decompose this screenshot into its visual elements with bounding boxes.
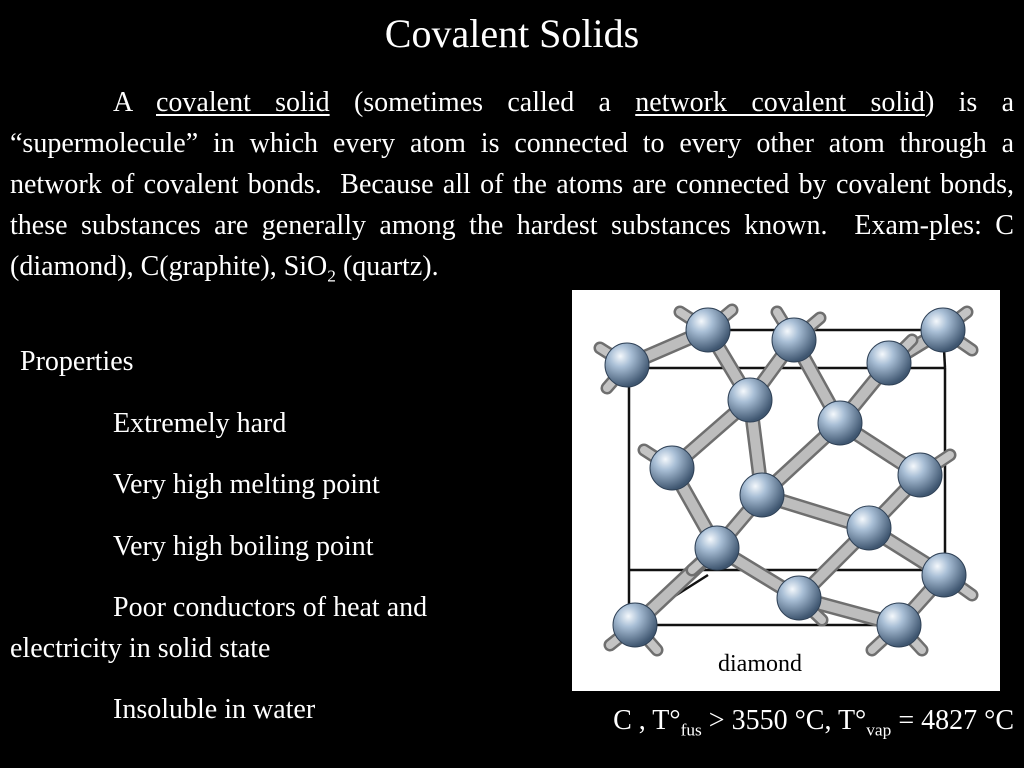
- property-item: Insoluble in water: [113, 694, 316, 725]
- intro-paragraph: [10, 82, 1014, 287]
- carbon-atom: [686, 308, 730, 352]
- intro-text-4: (quartz).: [335, 251, 439, 282]
- carbon-atom: [613, 603, 657, 647]
- carbon-atom: [772, 318, 816, 362]
- fusion-subscript: fus: [680, 720, 702, 740]
- carbon-atom: [728, 378, 772, 422]
- formula-tail: = 4827 °C: [891, 705, 1014, 736]
- carbon-atom: [922, 553, 966, 597]
- carbon-atom: [695, 526, 739, 570]
- carbon-atom: [777, 576, 821, 620]
- property-item: Very high boiling point: [113, 531, 374, 562]
- intro-text-2: (sometimes called a: [329, 87, 636, 118]
- carbon-atom: [877, 603, 921, 647]
- vaporization-subscript: vap: [866, 720, 892, 740]
- property-item: Extremely hard: [113, 408, 287, 439]
- carbon-atom: [650, 446, 694, 490]
- sio2-subscript: 2: [327, 266, 336, 286]
- diamond-temperature-formula: [613, 701, 1014, 741]
- formula-lead: C , T°: [613, 705, 681, 736]
- formula-middle: > 3550 °C, T°: [701, 705, 867, 736]
- carbon-atom: [898, 453, 942, 497]
- intro-text-3: ) is a “supermolecule” in which every atom is connected to every other atom through a network of covalent bonds. Because all of the atoms are connected by covalent bonds, these substances are generally among the hardest substances known. Exam-ples: C (diamond), C(graphite), SiO: [10, 87, 1014, 282]
- slide-title: Covalent Solids: [384, 11, 640, 56]
- carbon-atom: [605, 343, 649, 387]
- term-network-covalent-solid: network covalent solid: [635, 87, 925, 118]
- properties-heading: Properties: [20, 346, 134, 377]
- diamond-lattice-diagram: [572, 290, 1000, 691]
- carbon-atom: [847, 506, 891, 550]
- property-item: Very high melting point: [113, 469, 380, 500]
- term-covalent-solid: covalent solid: [156, 87, 330, 118]
- intro-text-1: A: [113, 87, 156, 118]
- property-item-continued: electricity in solid state: [10, 633, 271, 664]
- diamond-structure-figure: [572, 290, 1000, 691]
- property-item: Poor conductors of heat and: [113, 592, 428, 623]
- carbon-atom: [740, 473, 784, 517]
- carbon-atom: [921, 308, 965, 352]
- carbon-atom: [818, 401, 862, 445]
- carbon-atom: [867, 341, 911, 385]
- figure-caption: diamond: [718, 651, 802, 677]
